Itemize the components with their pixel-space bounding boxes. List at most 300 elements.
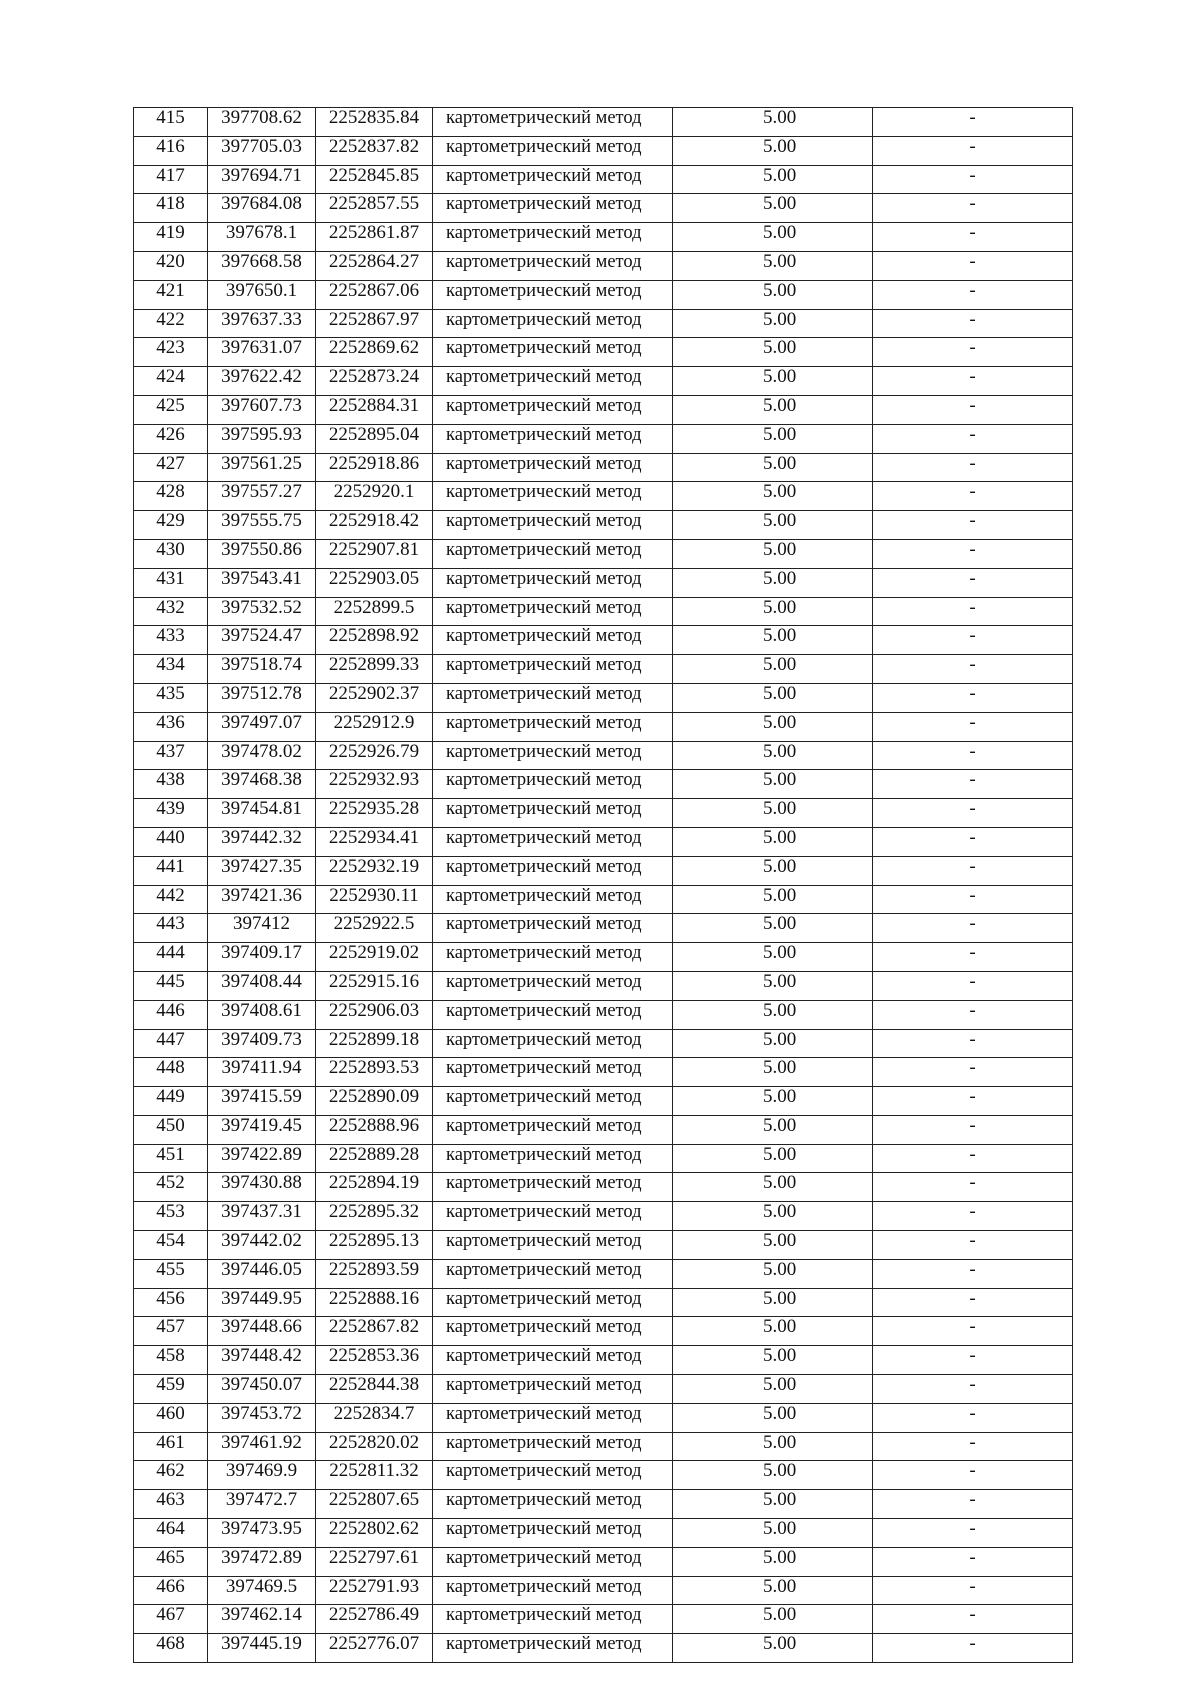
point-number-cell: 426 [134,424,208,453]
point-number-cell: 468 [134,1634,208,1663]
note-cell: - [873,943,1073,972]
method-cell: картометрический метод [433,799,673,828]
x-coordinate-cell: 397472.7 [208,1490,316,1519]
method-cell: картометрический метод [433,1519,673,1548]
table-row [134,1115,1073,1144]
point-number-cell: 466 [134,1576,208,1605]
table-row [134,1375,1073,1404]
error-cell: 5.00 [673,1346,873,1375]
table-row [134,1000,1073,1029]
y-coordinate-cell: 2252807.65 [316,1490,433,1519]
x-coordinate-cell: 397442.02 [208,1231,316,1260]
y-coordinate-cell: 2252861.87 [316,223,433,252]
error-cell: 5.00 [673,1375,873,1404]
point-number-cell: 446 [134,1000,208,1029]
point-number-cell: 427 [134,453,208,482]
point-number-cell: 436 [134,712,208,741]
y-coordinate-cell: 2252935.28 [316,799,433,828]
error-cell: 5.00 [673,597,873,626]
y-coordinate-cell: 2252889.28 [316,1144,433,1173]
method-cell: картометрический метод [433,1490,673,1519]
method-cell: картометрический метод [433,626,673,655]
x-coordinate-cell: 397555.75 [208,511,316,540]
note-cell: - [873,223,1073,252]
method-cell: картометрический метод [433,1087,673,1116]
x-coordinate-cell: 397532.52 [208,597,316,626]
error-cell: 5.00 [673,943,873,972]
y-coordinate-cell: 2252895.04 [316,424,433,453]
note-cell: - [873,511,1073,540]
table-row [134,568,1073,597]
y-coordinate-cell: 2252844.38 [316,1375,433,1404]
table-row [134,741,1073,770]
x-coordinate-cell: 397468.38 [208,770,316,799]
note-cell: - [873,1231,1073,1260]
table-row [134,1461,1073,1490]
table-row [134,914,1073,943]
note-cell: - [873,1058,1073,1087]
point-number-cell: 456 [134,1288,208,1317]
error-cell: 5.00 [673,626,873,655]
note-cell: - [873,539,1073,568]
x-coordinate-cell: 397631.07 [208,338,316,367]
point-number-cell: 425 [134,395,208,424]
table-row [134,943,1073,972]
table-row [134,597,1073,626]
point-number-cell: 458 [134,1346,208,1375]
y-coordinate-cell: 2252797.61 [316,1547,433,1576]
table-row [134,309,1073,338]
table-row [134,539,1073,568]
x-coordinate-cell: 397524.47 [208,626,316,655]
error-cell: 5.00 [673,1058,873,1087]
note-cell: - [873,194,1073,223]
method-cell: картометрический метод [433,1403,673,1432]
error-cell: 5.00 [673,971,873,1000]
table-row [134,856,1073,885]
note-cell: - [873,453,1073,482]
x-coordinate-cell: 397437.31 [208,1202,316,1231]
method-cell: картометрический метод [433,1605,673,1634]
point-number-cell: 440 [134,827,208,856]
table-row [134,223,1073,252]
point-number-cell: 462 [134,1461,208,1490]
y-coordinate-cell: 2252791.93 [316,1576,433,1605]
point-number-cell: 461 [134,1432,208,1461]
method-cell: картометрический метод [433,1576,673,1605]
point-number-cell: 424 [134,367,208,396]
x-coordinate-cell: 397427.35 [208,856,316,885]
note-cell: - [873,683,1073,712]
method-cell: картометрический метод [433,395,673,424]
error-cell: 5.00 [673,136,873,165]
y-coordinate-cell: 2252867.82 [316,1317,433,1346]
error-cell: 5.00 [673,1288,873,1317]
x-coordinate-cell: 397607.73 [208,395,316,424]
y-coordinate-cell: 2252907.81 [316,539,433,568]
y-coordinate-cell: 2252894.19 [316,1173,433,1202]
point-number-cell: 418 [134,194,208,223]
table-row [134,885,1073,914]
note-cell: - [873,1029,1073,1058]
y-coordinate-cell: 2252932.93 [316,770,433,799]
table-row [134,165,1073,194]
y-coordinate-cell: 2252835.84 [316,108,433,137]
method-cell: картометрический метод [433,108,673,137]
y-coordinate-cell: 2252893.53 [316,1058,433,1087]
table-row [134,395,1073,424]
table-row [134,1576,1073,1605]
point-number-cell: 448 [134,1058,208,1087]
table-row [134,1058,1073,1087]
note-cell: - [873,1115,1073,1144]
x-coordinate-cell: 397650.1 [208,280,316,309]
method-cell: картометрический метод [433,1259,673,1288]
x-coordinate-cell: 397453.72 [208,1403,316,1432]
note-cell: - [873,136,1073,165]
y-coordinate-cell: 2252786.49 [316,1605,433,1634]
x-coordinate-cell: 397694.71 [208,165,316,194]
note-cell: - [873,338,1073,367]
error-cell: 5.00 [673,856,873,885]
method-cell: картометрический метод [433,1634,673,1663]
note-cell: - [873,309,1073,338]
method-cell: картометрический метод [433,1432,673,1461]
error-cell: 5.00 [673,165,873,194]
method-cell: картометрический метод [433,539,673,568]
x-coordinate-cell: 397430.88 [208,1173,316,1202]
table-row [134,1634,1073,1663]
x-coordinate-cell: 397622.42 [208,367,316,396]
x-coordinate-cell: 397448.66 [208,1317,316,1346]
note-cell: - [873,712,1073,741]
y-coordinate-cell: 2252899.5 [316,597,433,626]
table-row [134,1547,1073,1576]
point-number-cell: 428 [134,482,208,511]
x-coordinate-cell: 397518.74 [208,655,316,684]
error-cell: 5.00 [673,424,873,453]
y-coordinate-cell: 2252934.41 [316,827,433,856]
point-number-cell: 429 [134,511,208,540]
table-row [134,482,1073,511]
point-number-cell: 450 [134,1115,208,1144]
method-cell: картометрический метод [433,1173,673,1202]
y-coordinate-cell: 2252888.96 [316,1115,433,1144]
y-coordinate-cell: 2252895.32 [316,1202,433,1231]
error-cell: 5.00 [673,1432,873,1461]
point-number-cell: 453 [134,1202,208,1231]
error-cell: 5.00 [673,367,873,396]
y-coordinate-cell: 2252920.1 [316,482,433,511]
error-cell: 5.00 [673,1547,873,1576]
note-cell: - [873,1346,1073,1375]
method-cell: картометрический метод [433,1231,673,1260]
x-coordinate-cell: 397446.05 [208,1259,316,1288]
x-coordinate-cell: 397705.03 [208,136,316,165]
note-cell: - [873,1605,1073,1634]
method-cell: картометрический метод [433,194,673,223]
note-cell: - [873,1403,1073,1432]
error-cell: 5.00 [673,1403,873,1432]
point-number-cell: 464 [134,1519,208,1548]
method-cell: картометрический метод [433,712,673,741]
method-cell: картометрический метод [433,683,673,712]
x-coordinate-cell: 397595.93 [208,424,316,453]
table-row [134,1346,1073,1375]
y-coordinate-cell: 2252930.11 [316,885,433,914]
point-number-cell: 460 [134,1403,208,1432]
error-cell: 5.00 [673,280,873,309]
y-coordinate-cell: 2252857.55 [316,194,433,223]
y-coordinate-cell: 2252918.86 [316,453,433,482]
y-coordinate-cell: 2252820.02 [316,1432,433,1461]
y-coordinate-cell: 2252873.24 [316,367,433,396]
method-cell: картометрический метод [433,511,673,540]
x-coordinate-cell: 397419.45 [208,1115,316,1144]
x-coordinate-cell: 397449.95 [208,1288,316,1317]
x-coordinate-cell: 397422.89 [208,1144,316,1173]
method-cell: картометрический метод [433,309,673,338]
note-cell: - [873,1317,1073,1346]
error-cell: 5.00 [673,1490,873,1519]
method-cell: картометрический метод [433,1461,673,1490]
table-row [134,367,1073,396]
table-row [134,1029,1073,1058]
point-number-cell: 437 [134,741,208,770]
y-coordinate-cell: 2252932.19 [316,856,433,885]
table-row [134,108,1073,137]
point-number-cell: 445 [134,971,208,1000]
method-cell: картометрический метод [433,1058,673,1087]
error-cell: 5.00 [673,741,873,770]
y-coordinate-cell: 2252903.05 [316,568,433,597]
table-row [134,1317,1073,1346]
point-number-cell: 457 [134,1317,208,1346]
x-coordinate-cell: 397668.58 [208,251,316,280]
note-cell: - [873,1375,1073,1404]
method-cell: картометрический метод [433,770,673,799]
note-cell: - [873,799,1073,828]
point-number-cell: 463 [134,1490,208,1519]
x-coordinate-cell: 397448.42 [208,1346,316,1375]
y-coordinate-cell: 2252918.42 [316,511,433,540]
y-coordinate-cell: 2252776.07 [316,1634,433,1663]
y-coordinate-cell: 2252869.62 [316,338,433,367]
note-cell: - [873,971,1073,1000]
method-cell: картометрический метод [433,1202,673,1231]
note-cell: - [873,1634,1073,1663]
error-cell: 5.00 [673,194,873,223]
x-coordinate-cell: 397550.86 [208,539,316,568]
table-row [134,194,1073,223]
method-cell: картометрический метод [433,1115,673,1144]
note-cell: - [873,741,1073,770]
note-cell: - [873,424,1073,453]
x-coordinate-cell: 397408.61 [208,1000,316,1029]
note-cell: - [873,1432,1073,1461]
table-row [134,1087,1073,1116]
error-cell: 5.00 [673,1173,873,1202]
x-coordinate-cell: 397411.94 [208,1058,316,1087]
table-row [134,424,1073,453]
point-number-cell: 432 [134,597,208,626]
coordinates-table [133,107,1073,1663]
point-number-cell: 442 [134,885,208,914]
x-coordinate-cell: 397469.5 [208,1576,316,1605]
x-coordinate-cell: 397557.27 [208,482,316,511]
x-coordinate-cell: 397543.41 [208,568,316,597]
point-number-cell: 416 [134,136,208,165]
table-row [134,1432,1073,1461]
error-cell: 5.00 [673,827,873,856]
method-cell: картометрический метод [433,1375,673,1404]
y-coordinate-cell: 2252884.31 [316,395,433,424]
point-number-cell: 435 [134,683,208,712]
error-cell: 5.00 [673,1605,873,1634]
y-coordinate-cell: 2252899.18 [316,1029,433,1058]
point-number-cell: 433 [134,626,208,655]
table-row [134,1144,1073,1173]
x-coordinate-cell: 397637.33 [208,309,316,338]
point-number-cell: 465 [134,1547,208,1576]
note-cell: - [873,1173,1073,1202]
point-number-cell: 444 [134,943,208,972]
x-coordinate-cell: 397415.59 [208,1087,316,1116]
error-cell: 5.00 [673,1519,873,1548]
y-coordinate-cell: 2252922.5 [316,914,433,943]
y-coordinate-cell: 2252834.7 [316,1403,433,1432]
x-coordinate-cell: 397473.95 [208,1519,316,1548]
table-row [134,338,1073,367]
error-cell: 5.00 [673,108,873,137]
x-coordinate-cell: 397497.07 [208,712,316,741]
point-number-cell: 431 [134,568,208,597]
method-cell: картометрический метод [433,367,673,396]
note-cell: - [873,108,1073,137]
note-cell: - [873,1461,1073,1490]
note-cell: - [873,1259,1073,1288]
point-number-cell: 423 [134,338,208,367]
error-cell: 5.00 [673,712,873,741]
method-cell: картометрический метод [433,885,673,914]
table-row [134,511,1073,540]
note-cell: - [873,251,1073,280]
note-cell: - [873,827,1073,856]
table-row [134,971,1073,1000]
point-number-cell: 451 [134,1144,208,1173]
error-cell: 5.00 [673,395,873,424]
x-coordinate-cell: 397412 [208,914,316,943]
method-cell: картометрический метод [433,424,673,453]
y-coordinate-cell: 2252915.16 [316,971,433,1000]
y-coordinate-cell: 2252898.92 [316,626,433,655]
note-cell: - [873,1490,1073,1519]
y-coordinate-cell: 2252837.82 [316,136,433,165]
y-coordinate-cell: 2252899.33 [316,655,433,684]
method-cell: картометрический метод [433,1547,673,1576]
method-cell: картометрический метод [433,655,673,684]
method-cell: картометрический метод [433,914,673,943]
point-number-cell: 415 [134,108,208,137]
method-cell: картометрический метод [433,1346,673,1375]
point-number-cell: 441 [134,856,208,885]
error-cell: 5.00 [673,1202,873,1231]
y-coordinate-cell: 2252888.16 [316,1288,433,1317]
y-coordinate-cell: 2252926.79 [316,741,433,770]
error-cell: 5.00 [673,885,873,914]
table-row [134,1259,1073,1288]
y-coordinate-cell: 2252906.03 [316,1000,433,1029]
point-number-cell: 439 [134,799,208,828]
table-row [134,251,1073,280]
note-cell: - [873,1519,1073,1548]
x-coordinate-cell: 397454.81 [208,799,316,828]
note-cell: - [873,770,1073,799]
point-number-cell: 430 [134,539,208,568]
point-number-cell: 419 [134,223,208,252]
note-cell: - [873,1547,1073,1576]
error-cell: 5.00 [673,1144,873,1173]
point-number-cell: 420 [134,251,208,280]
y-coordinate-cell: 2252867.97 [316,309,433,338]
note-cell: - [873,626,1073,655]
error-cell: 5.00 [673,1259,873,1288]
error-cell: 5.00 [673,482,873,511]
x-coordinate-cell: 397408.44 [208,971,316,1000]
table-row [134,626,1073,655]
method-cell: картометрический метод [433,165,673,194]
method-cell: картометрический метод [433,338,673,367]
error-cell: 5.00 [673,1317,873,1346]
x-coordinate-cell: 397462.14 [208,1605,316,1634]
table-row [134,1231,1073,1260]
note-cell: - [873,482,1073,511]
y-coordinate-cell: 2252890.09 [316,1087,433,1116]
method-cell: картометрический метод [433,1144,673,1173]
y-coordinate-cell: 2252864.27 [316,251,433,280]
note-cell: - [873,914,1073,943]
note-cell: - [873,1576,1073,1605]
note-cell: - [873,885,1073,914]
method-cell: картометрический метод [433,1317,673,1346]
x-coordinate-cell: 397442.32 [208,827,316,856]
x-coordinate-cell: 397472.89 [208,1547,316,1576]
error-cell: 5.00 [673,1000,873,1029]
point-number-cell: 459 [134,1375,208,1404]
y-coordinate-cell: 2252902.37 [316,683,433,712]
error-cell: 5.00 [673,914,873,943]
point-number-cell: 455 [134,1259,208,1288]
point-number-cell: 467 [134,1605,208,1634]
error-cell: 5.00 [673,338,873,367]
note-cell: - [873,395,1073,424]
y-coordinate-cell: 2252853.36 [316,1346,433,1375]
point-number-cell: 454 [134,1231,208,1260]
error-cell: 5.00 [673,1231,873,1260]
point-number-cell: 422 [134,309,208,338]
x-coordinate-cell: 397478.02 [208,741,316,770]
x-coordinate-cell: 397461.92 [208,1432,316,1461]
error-cell: 5.00 [673,1576,873,1605]
y-coordinate-cell: 2252893.59 [316,1259,433,1288]
table-row [134,1403,1073,1432]
note-cell: - [873,568,1073,597]
method-cell: картометрический метод [433,568,673,597]
y-coordinate-cell: 2252912.9 [316,712,433,741]
error-cell: 5.00 [673,1029,873,1058]
note-cell: - [873,1202,1073,1231]
note-cell: - [873,655,1073,684]
